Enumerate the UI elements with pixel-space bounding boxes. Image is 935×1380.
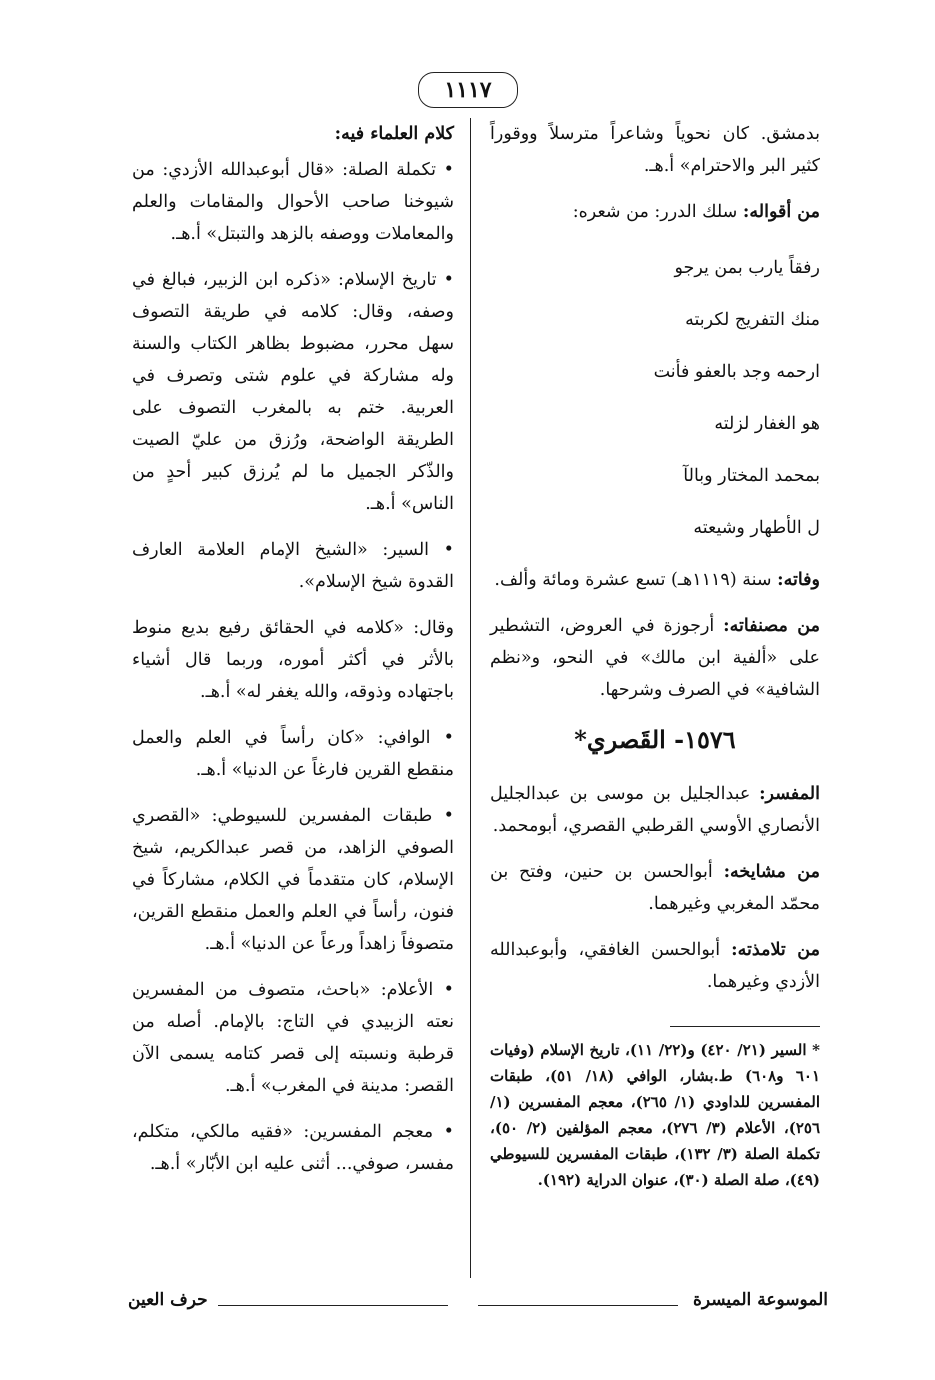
teachers-paragraph — [490, 856, 820, 920]
footer-rule-left — [218, 1305, 448, 1306]
students-label: من تلامذته: — [731, 940, 820, 960]
footer-book-title: الموسوعة الميسرة — [692, 1290, 828, 1310]
teachers-text: أبوالحسن بن حنين، وفتح بن محمّد المغربي وغيرهما. — [490, 862, 820, 914]
right-column — [490, 118, 820, 1193]
page-footer — [128, 1290, 828, 1316]
column-divider — [470, 118, 471, 1278]
poem-line: منك التفريج لكربته — [685, 310, 820, 330]
page-number: ١١١٧ — [418, 72, 518, 108]
students-text: أبوالحسن الغافقي، وأبوعبدالله الأزدي وغيرهما. — [490, 940, 820, 992]
works-label: من مصنفاته: — [723, 616, 820, 636]
death-label: وفاته: — [777, 570, 820, 590]
poem-line: بمحمد المختار وبالآ — [683, 466, 820, 486]
mufassir-paragraph — [490, 778, 820, 842]
mufassir-label: المفسر: — [759, 784, 820, 804]
left-column — [132, 118, 454, 1194]
death-paragraph — [490, 564, 820, 596]
scholar-quote: • الوافي: «كان رأساً في العلم والعمل منقطع القرين فارغاً عن الدنيا» أ.هـ. — [132, 728, 454, 780]
death-text: سنة (١١١٩هـ) تسع عشرة ومائة وألف. — [494, 570, 772, 590]
footnote-rule — [670, 1026, 820, 1027]
students-paragraph — [490, 934, 820, 998]
poem-line: ل الأطهار وشيعته — [693, 518, 820, 538]
scholars-heading: كلام العلماء فيه: — [334, 124, 454, 144]
sayings-label: من أقواله: — [742, 202, 820, 222]
mufassir-text: عبدالجليل بن موسى بن عبدالجليل الأنصاري الأوسي القرطبي القصري، أبومحمد. — [490, 784, 820, 836]
entry-title: ١٥٧٦- القَصري* — [574, 725, 736, 754]
intro-text: بدمشق. كان نحوياً وشاعراً مترسلاً ووقوراً كثير البر والاحترام» أ.هـ. — [490, 124, 820, 176]
sayings-text: سلك الدرر: من شعره: — [572, 202, 738, 222]
scholar-quote: وقال: «كلامه في الحقائق رفيع بديع منوط بالأثر في أكثر أموره، وربما قال أشياء باجتهاده وذوقه، والله يغفر له» أ.هـ. — [132, 618, 454, 702]
works-paragraph — [490, 610, 820, 706]
footer-section-title: حرف العين — [128, 1290, 208, 1310]
footnote: * السير (٢١/ ٤٢٠) و(٢٢/ ١١)، تاريخ الإسلام (وفيات ٦٠١ و٦٠٨) ط.بشار، الوافي (١٨/ ٥١)، طبقات المفسرين للداودي (١/ ٢٦٥)، معجم المفسرين (١/ ٢٥٦)، الأعلام (٣/ ٢٧٦)، معجم المؤلفين (٢/ ٥٠)، تكملة الصلة (٣/ ١٣٢)، طبقات المفسرين للسيوطي (٤٩)، صلة الصلة (٣٠)، عنوان الدراية (١٩٢). — [490, 1041, 821, 1189]
poem-line: ارحمه وجد بالعفو فأنت — [653, 362, 820, 382]
teachers-label: من مشايخه: — [723, 862, 820, 882]
poem-line: هو الغفار لزلته — [714, 414, 820, 434]
scholar-quote: • معجم المفسرين: «فقيه مالكي، متكلم، مفسر، صوفي... أثنى عليه ابن الأبّار» أ.هـ. — [132, 1122, 454, 1174]
scholar-quote: • تكملة الصلة: «قال أبوعبدالله الأزدي: من شيوخنا صاحب الأحوال والمقامات والعلم والمعاملات ووصفه بالزهد والتبتل» أ.هـ. — [132, 160, 454, 244]
poem-line: رفقاً يارب بمن يرجو — [674, 258, 820, 278]
footer-rule-right — [478, 1305, 678, 1306]
scholar-quote: • السير: «الشيخ الإمام العلامة العارف القدوة شيخ الإسلام». — [132, 540, 454, 592]
sayings-paragraph — [490, 196, 820, 228]
scholar-quote: • الأعلام: «باحث، متصوف من المفسرين نعته الزبيدي في التاج: بالإمام. أصله من قرطبة ونسبته إلى قصر كتامه يسمى الآن القصر: مدينة في المغرب» أ.هـ. — [132, 980, 454, 1096]
works-text: أرجوزة في العروض، التشطير على «ألفية ابن مالك» في النحو، و«نظم الشافية» في الصرف وشرحها. — [490, 616, 820, 700]
poem — [490, 242, 820, 554]
scholar-quote: • تاريخ الإسلام: «ذكره ابن الزبير، فبالغ في وصفه، وقال: كلامه في طريقة التصوف سهل محرر، مضبوط بظاهر الكتاب والسنة وله مشاركة في علوم شتى وتصرف في العربية. ختم به بالمغرب التصوف على الطريقة الواضحة، ورُزق من عليّ الصيت والذّكر الجميل ما لم يُرزق كبير أحدٍ من الناس» أ.هـ. — [132, 270, 454, 514]
scholar-quote: • طبقات المفسرين للسيوطي: «القصري الصوفي الزاهد، من قصر عبدالكريم، شيخ الإسلام، كان متقدماً في الكلام، مشاركاً في فنون، رأساً في العلم والعمل منقطع القرين، متصوفاً زاهداً ورعاً عن الدنيا» أ.هـ. — [132, 806, 454, 954]
